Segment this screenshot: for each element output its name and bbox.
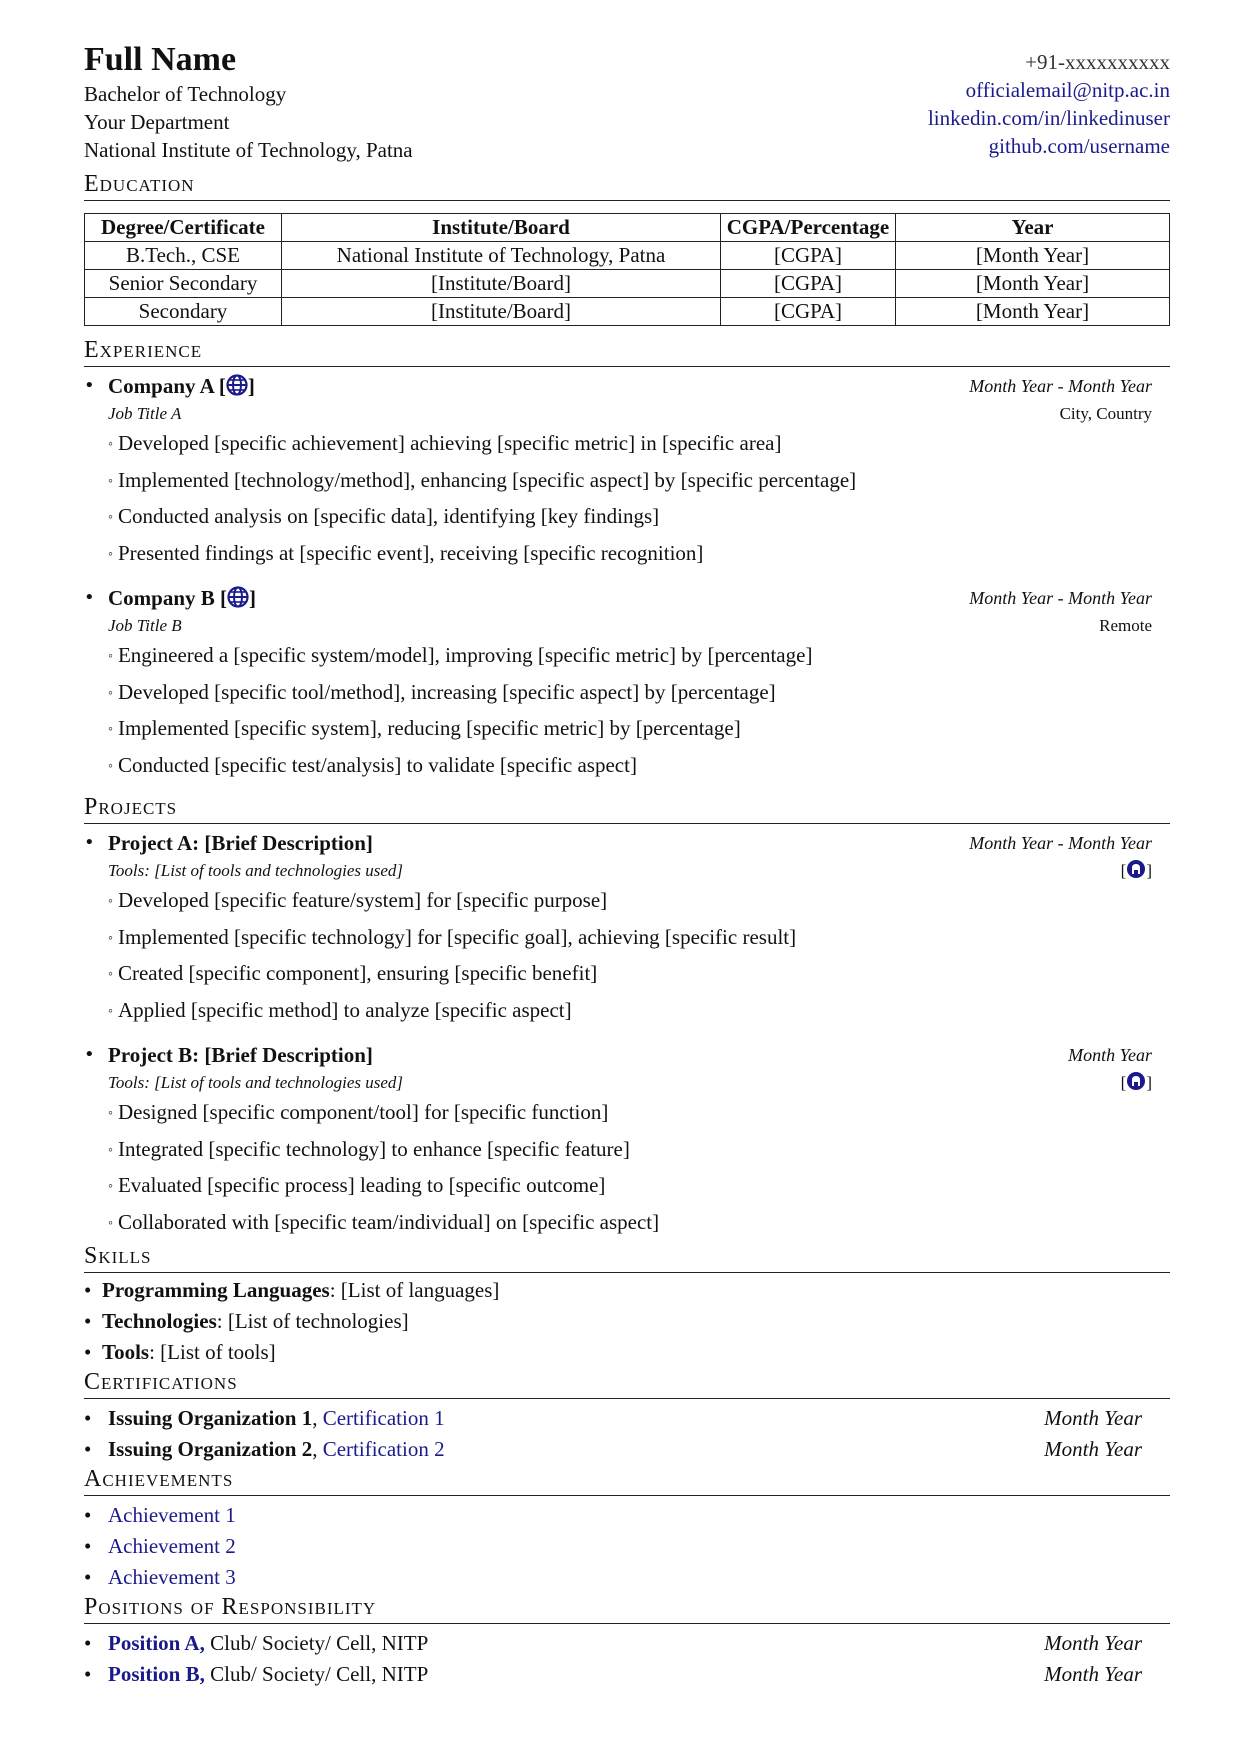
list-item: ◦ Engineered a [specific system/model], improving [specific metric] by [percentage] [108,639,1170,676]
col-year: Year [896,214,1170,242]
education-section [84,170,1170,326]
table-row [85,270,1170,298]
position-title[interactable]: Position B, [108,1662,205,1686]
globe-icon[interactable] [226,374,248,404]
achievement-link[interactable]: Achievement 3 [108,1565,236,1589]
section-heading-projects: Projects [84,793,1170,824]
section-heading-achievements: Achievements [84,1465,1170,1496]
education-table [84,213,1170,326]
globe-icon[interactable] [227,586,249,616]
table-cell: [Institute/Board] [282,298,721,326]
full-name: Full Name [84,41,237,78]
dates: Month Year - Month Year [969,588,1152,608]
achievement-list [84,1096,1170,1242]
cert-link[interactable]: Certification 1 [322,1406,445,1430]
job-title: Job Title B [108,616,182,635]
resume-header [84,40,1170,160]
achievement-list [84,639,1170,785]
dates: Month Year - Month Year [969,833,1152,853]
skill-value: : [List of languages] [329,1278,500,1302]
department: Your Department [84,110,230,134]
list-item: ◦ Implemented [specific technology] for [specific goal], achieving [specific result] [108,921,1170,958]
email-link[interactable]: officialemail@nitp.ac.in [965,78,1170,102]
skill-value: : [List of tools] [149,1340,276,1364]
identity-block [84,40,413,164]
achievement-list [84,884,1170,1030]
positions-list [84,1628,1170,1690]
list-item: ◦ Conducted [specific test/analysis] to validate [specific aspect] [108,749,1170,786]
position-org: Club/ Society/ Cell, NITP [210,1662,429,1686]
section-heading-positions: Positions of Responsibility [84,1593,1170,1624]
skills-list [84,1275,1170,1368]
table-cell: [Month Year] [896,270,1170,298]
cert-org: Issuing Organization 1 [108,1406,313,1430]
job-title: Job Title A [108,404,182,423]
table-header-row [85,214,1170,242]
skill-value: : [List of technologies] [216,1309,409,1333]
achievement-link[interactable]: Achievement 2 [108,1534,236,1558]
certifications-section [84,1368,1170,1465]
github-icon[interactable] [1126,859,1146,887]
skills-section [84,1242,1170,1368]
achievement-link[interactable]: Achievement 1 [108,1503,236,1527]
table-row [85,298,1170,326]
github-icon[interactable] [1126,1071,1146,1099]
list-item: ◦ Integrated [specific technology] to enhance [specific feature] [108,1133,1170,1170]
bullet: • [84,832,95,853]
cert-link[interactable]: Certification 2 [322,1437,445,1461]
section-heading-experience: Experience [84,336,1170,367]
certifications-list [84,1403,1170,1465]
list-item: ◦ Developed [specific achievement] achieving [specific metric] in [specific area] [108,427,1170,464]
github-link[interactable]: github.com/username [988,134,1170,158]
table-cell: [Month Year] [896,242,1170,270]
table-cell: National Institute of Technology, Patna [282,242,721,270]
col-institute: Institute/Board [282,214,721,242]
resume-page [84,40,1170,1690]
list-item: ◦ Applied [specific method] to analyze [specific aspect] [108,994,1170,1031]
dates: Month Year - Month Year [969,376,1152,396]
project-name: Project A: [Brief Description] [108,831,373,855]
position-org: Club/ Society/ Cell, NITP [210,1631,429,1655]
achievements-list [84,1500,1170,1593]
experience-entry: • Company A [ ] Month Year - Month Year Job Title A City, Country ◦ Developed [specific achievement] achieving [specific metric] in [specific area] ◦ Implemented [technology/method], enhancing [specific aspect] by [specific percentage] ◦ Conducted analysis on [specific data], identifying [key findings] ◦ Presented findings at [specific event], receiving [specific recognition] [84,371,1170,573]
list-item: ◦ Evaluated [specific process] leading to [specific outcome] [108,1169,1170,1206]
achievements-section [84,1465,1170,1593]
list-item: • Issuing Organization 2, Certification 2 Month Year [84,1434,1170,1465]
cert-date: Month Year [1044,1406,1142,1430]
table-cell: Senior Secondary [85,270,282,298]
list-item: • Issuing Organization 1, Certification 1 Month Year [84,1403,1170,1434]
list-item: ◦ Developed [specific tool/method], increasing [specific aspect] by [percentage] [108,676,1170,713]
position-date: Month Year [1044,1631,1142,1655]
list-item: ◦ Created [specific component], ensuring [specific benefit] [108,957,1170,994]
table-cell: Secondary [85,298,282,326]
project-name: Project B: [Brief Description] [108,1043,373,1067]
list-item: ◦ Designed [specific component/tool] for [specific function] [108,1096,1170,1133]
experience-entry: • Company B [ ] Month Year - Month Year Job Title B Remote ◦ Engineered a [specific system/model], improving [specific metric] by [percentage] ◦ Developed [specific tool/method], increasing [specific aspect] by [percentage] ◦ Implemented [specific system], reducing [specific metric] by [percentage] ◦ Conducted [specific test/analysis] to validate [specific aspect] [84,583,1170,785]
project-tools: Tools: [List of tools and technologies used] [108,1073,404,1092]
bullet: • [84,587,95,608]
location: Remote [1099,616,1152,635]
list-item [84,1562,1170,1593]
dates: Month Year [1068,1045,1152,1065]
achievement-list [84,427,1170,573]
company-name: Company B [108,586,215,610]
section-heading-education: Education [84,170,1170,201]
cert-date: Month Year [1044,1437,1142,1461]
projects-section [84,793,1170,1242]
skill-label: Programming Languages [102,1278,330,1302]
table-row [85,242,1170,270]
institute: National Institute of Technology, Patna [84,138,413,162]
table-cell: [Institute/Board] [282,270,721,298]
project-tools: Tools: [List of tools and technologies used] [108,861,404,880]
list-item: ◦ Implemented [specific system], reducing [specific metric] by [percentage] [108,712,1170,749]
position-title[interactable]: Position A, [108,1631,205,1655]
cert-org: Issuing Organization 2 [108,1437,313,1461]
table-cell: [CGPA] [721,270,896,298]
col-cgpa: CGPA/Percentage [721,214,896,242]
table-cell: [CGPA] [721,242,896,270]
bullet: • [84,1044,95,1065]
list-item: ◦ Presented findings at [specific event], receiving [specific recognition] [108,537,1170,574]
table-cell: [CGPA] [721,298,896,326]
list-item [84,1500,1170,1531]
experience-section [84,336,1170,785]
phone: +91-xxxxxxxxxx [1025,50,1170,74]
table-cell: B.Tech., CSE [85,242,282,270]
list-item [84,1628,1170,1659]
list-item [84,1275,1170,1306]
list-item: ◦ Collaborated with [specific team/individual] on [specific aspect] [108,1206,1170,1243]
bullet: • [84,375,95,396]
col-degree: Degree/Certificate [85,214,282,242]
section-heading-skills: Skills [84,1242,1170,1273]
list-item [84,1659,1170,1690]
list-item [84,1337,1170,1368]
project-entry: • Project B: [Brief Description] Month Year Tools: [List of tools and technologies used] [ ] ◦ Designed [specific component/tool] for [specific function] ◦ Integrated [specific technology] to enhance [specific feature] ◦ Evaluated [specific process] leading to [specific outcome] ◦ Collaborated with [specific team/individual] on [specific aspect] [84,1040,1170,1242]
skill-label: Technologies [102,1309,217,1333]
list-item: ◦ Conducted analysis on [specific data], identifying [key findings] [108,500,1170,537]
list-item: ◦ Implemented [technology/method], enhancing [specific aspect] by [specific percentage] [108,464,1170,501]
list-item: ◦ Developed [specific feature/system] for [specific purpose] [108,884,1170,921]
linkedin-link[interactable]: linkedin.com/in/linkedinuser [927,106,1170,130]
location: City, Country [1059,404,1152,423]
position-date: Month Year [1044,1662,1142,1686]
degree: Bachelor of Technology [84,82,287,106]
company-name: Company A [108,374,214,398]
contact-block [928,40,1170,160]
skill-label: Tools [102,1340,150,1364]
positions-section [84,1593,1170,1690]
section-heading-certifications: Certifications [84,1368,1170,1399]
list-item [84,1306,1170,1337]
list-item [84,1531,1170,1562]
project-entry: • Project A: [Brief Description] Month Year - Month Year Tools: [List of tools and technologies used] [ ] ◦ Developed [specific feature/system] for [specific purpose] ◦ Implemented [specific technology] for [specific goal], achieving [specific result] ◦ Created [specific component], ensuring [specific benefit] ◦ Applied [specific method] to analyze [specific aspect] [84,828,1170,1030]
table-cell: [Month Year] [896,298,1170,326]
